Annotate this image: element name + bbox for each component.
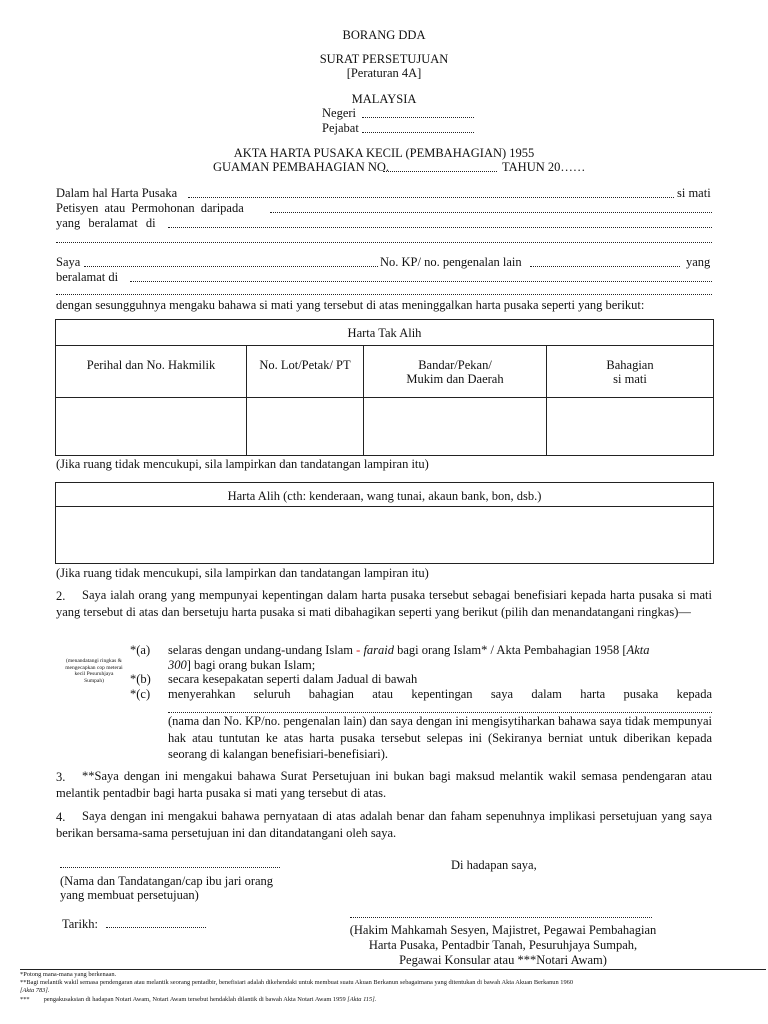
- option-a-faraid: faraid: [363, 643, 394, 657]
- office-field[interactable]: [362, 132, 474, 133]
- deceased-suffix: si mati: [677, 186, 711, 200]
- option-a-act-number: 300: [168, 658, 187, 672]
- paragraph-2-number: 2.: [56, 589, 66, 603]
- option-a-act-ref: Akta: [626, 643, 650, 657]
- witness-signature-field[interactable]: [350, 917, 652, 918]
- address-label: yang beralamat di: [56, 216, 156, 230]
- petitioner-field[interactable]: [270, 212, 712, 213]
- witness-title-line-2: Harta Pusaka, Pentadbir Tanah, Pesuruhjaya Sumpah,: [368, 938, 638, 952]
- option-a-marker[interactable]: *(a): [130, 643, 151, 657]
- option-a-text-mid: bagi orang Islam* / Akta Pembahagian 1958 [: [397, 643, 627, 657]
- paragraph-3-number: 3.: [56, 770, 66, 784]
- paragraph-3-text: **Saya dengan ini mengakui bahawa Surat Persetujuan ini bukan bagi maksud melantik wakil semasa pendengaran atau melantik pentadbir bagi harta pusaka si mati yang tersebut di atas.: [56, 769, 712, 800]
- option-b-marker[interactable]: *(b): [130, 672, 151, 686]
- column-header-lot-number: No. Lot/Petak/ PT: [259, 358, 351, 372]
- footnote-3-text: pengakusaksian di hadapan Notari Awam, Notari Awam tersebut hendaklah dilantik di bawah Akta Notari Awam 1959: [43, 996, 346, 1003]
- immovable-table-caption: Harta Tak Alih: [347, 326, 422, 340]
- footnote-divider: [20, 969, 766, 970]
- footnote-1: *Potong mana-mana yang berkenaan.: [20, 971, 117, 978]
- saya-label: Saya: [56, 255, 81, 269]
- movable-table-note: (Jika ruang tidak mencukupi, sila lampirkan dan tandatangan lampiran itu): [56, 566, 429, 580]
- option-c-marker[interactable]: *(c): [130, 687, 151, 701]
- address-field-2[interactable]: [56, 242, 712, 243]
- footnote-3: [20, 996, 376, 1004]
- option-a-text-end: ] bagi orang bukan Islam;: [186, 658, 316, 672]
- witness-intro: Di hadapan saya,: [451, 858, 537, 872]
- date-field[interactable]: [106, 927, 206, 928]
- paragraph-4-number: 4.: [56, 810, 66, 824]
- table-cell-title-description[interactable]: [56, 398, 246, 455]
- witness-title-line-1: (Hakim Mahkamah Sesyen, Majistret, Pegawai Pembahagian: [349, 923, 657, 937]
- table-cell-lot-number[interactable]: [247, 398, 363, 455]
- option-b-text: secara kesepakatan seperti dalam Jadual di bawah: [168, 672, 418, 686]
- column-header-location: Bandar/Pekan/ Mukim dan Daerah: [406, 358, 504, 386]
- table-divider: [55, 345, 714, 346]
- footnote-3-act-ref: [Akta 115].: [347, 996, 377, 1003]
- declarant-signature-field[interactable]: [60, 867, 280, 868]
- estate-label: Dalam hal Harta Pusaka: [56, 186, 178, 200]
- movable-table-caption: Harta Alih (cth: kenderaan, wang tunai, akaun bank, bon, dsb.): [227, 489, 542, 503]
- option-c-continuation: (nama dan No. KP/no. pengenalan lain) dan saya dengan ini mengisytiharkan bahawa saya tidak mempunyai hak atau tuntutan ke atas harta pusaka tersebut selepas ini (Sekiranya berniat untuk diberikan kepada seorang di kalangan benefisiari-benefisiari).: [168, 714, 712, 762]
- estate-name-field[interactable]: [188, 197, 674, 198]
- footnote-2-reference: [20, 987, 49, 995]
- country: MALAYSIA: [351, 92, 417, 106]
- office-label: Pejabat: [322, 121, 359, 135]
- paragraph-2-text: Saya ialah orang yang mempunyai kepentingan dalam harta pusaka tersebut sebagai benefisiari kepada harta pusaka si mati yang tersebut di atas dan bersetuju harta pusaka si mati dibahagikan seperti yang berikut (pilih dan menandatangani ringkas)—: [56, 588, 712, 619]
- declaration-statement: dengan sesungguhnya mengaku bahawa si mati yang tersebut di atas meninggalkan harta pusaka seperti yang berikut:: [56, 298, 645, 312]
- declarant-address-field-1[interactable]: [130, 281, 712, 282]
- paragraph-4-text: Saya dengan ini mengakui bahawa pernyataan di atas adalah benar dan faham sepenuhnya implikasi persetujuan yang saya berikan bersama-sama persetujuan ini dan ditandatangani oleh saya.: [56, 809, 712, 840]
- footnote-2: [20, 979, 573, 987]
- declarant-name-field[interactable]: [84, 266, 378, 267]
- footnote-3-mark: ***: [20, 996, 30, 1003]
- column-header-share: Bahagian si mati: [606, 358, 654, 386]
- case-number-field[interactable]: [383, 171, 497, 172]
- declarant-address-label: beralamat di: [56, 270, 119, 284]
- initials-margin-note: (menandatangi ringkas & mengecapkan cop meterai kecil Pesuruhjaya Sumpah): [65, 658, 123, 684]
- regulation-reference: [Peraturan 4A]: [346, 66, 422, 80]
- immovable-table-note: (Jika ruang tidak mencukupi, sila lampirkan dan tandatangan lampiran itu): [56, 457, 429, 471]
- case-number-label: GUAMAN PEMBAHAGIAN NO.: [213, 160, 390, 174]
- column-header-title-description: Perihal dan No. Hakmilik: [86, 358, 216, 372]
- form-code: BORANG DDA: [342, 28, 426, 42]
- ic-number-field[interactable]: [530, 266, 680, 267]
- footnote-2-text: **Bagi melantik wakil semasa pendengaran atau melantik seorang pentadbir, benefisiari adalah dikehendaki untuk membuat suatu Akuan Berkanun sebagaimana yang ditentukan di bawah Akta Akuan Berkanun 1960: [20, 979, 574, 986]
- state-field[interactable]: [362, 117, 474, 118]
- option-a-text-line-2: [168, 658, 315, 672]
- footnote-2-act-ref: [Akta 783].: [20, 987, 50, 994]
- movable-property-field[interactable]: [56, 507, 713, 563]
- option-c-text: menyerahkan seluruh bahagian atau kepentingan saya dalam harta pusaka kepada: [168, 687, 712, 701]
- witness-title-line-3: Pegawai Konsular atau ***Notari Awam): [399, 953, 607, 967]
- form-title: SURAT PERSETUJUAN: [319, 52, 449, 66]
- ic-label: No. KP/ no. pengenalan lain: [380, 255, 522, 269]
- petition-label: Petisyen atau Permohonan daripada: [56, 201, 244, 215]
- option-a-text: [168, 643, 650, 657]
- table-cell-share[interactable]: [547, 398, 713, 455]
- declarant-signature-caption-1: (Nama dan Tandatangan/cap ibu jari orang: [60, 874, 274, 888]
- state-label: Negeri: [322, 106, 357, 120]
- date-label: Tarikh:: [62, 917, 98, 931]
- declarant-signature-caption-2: yang membuat persetujuan): [60, 888, 199, 902]
- address-field-1[interactable]: [168, 227, 712, 228]
- yang-suffix: yang: [686, 255, 711, 269]
- option-a-text-start: selaras dengan undang-undang Islam: [168, 643, 354, 657]
- case-year-label: TAHUN 20……: [502, 160, 586, 174]
- declarant-address-field-2[interactable]: [56, 294, 712, 295]
- act-title: AKTA HARTA PUSAKA KECIL (PEMBAHAGIAN) 1955: [233, 146, 535, 160]
- table-cell-location[interactable]: [364, 398, 546, 455]
- option-a-dash: -: [356, 643, 361, 657]
